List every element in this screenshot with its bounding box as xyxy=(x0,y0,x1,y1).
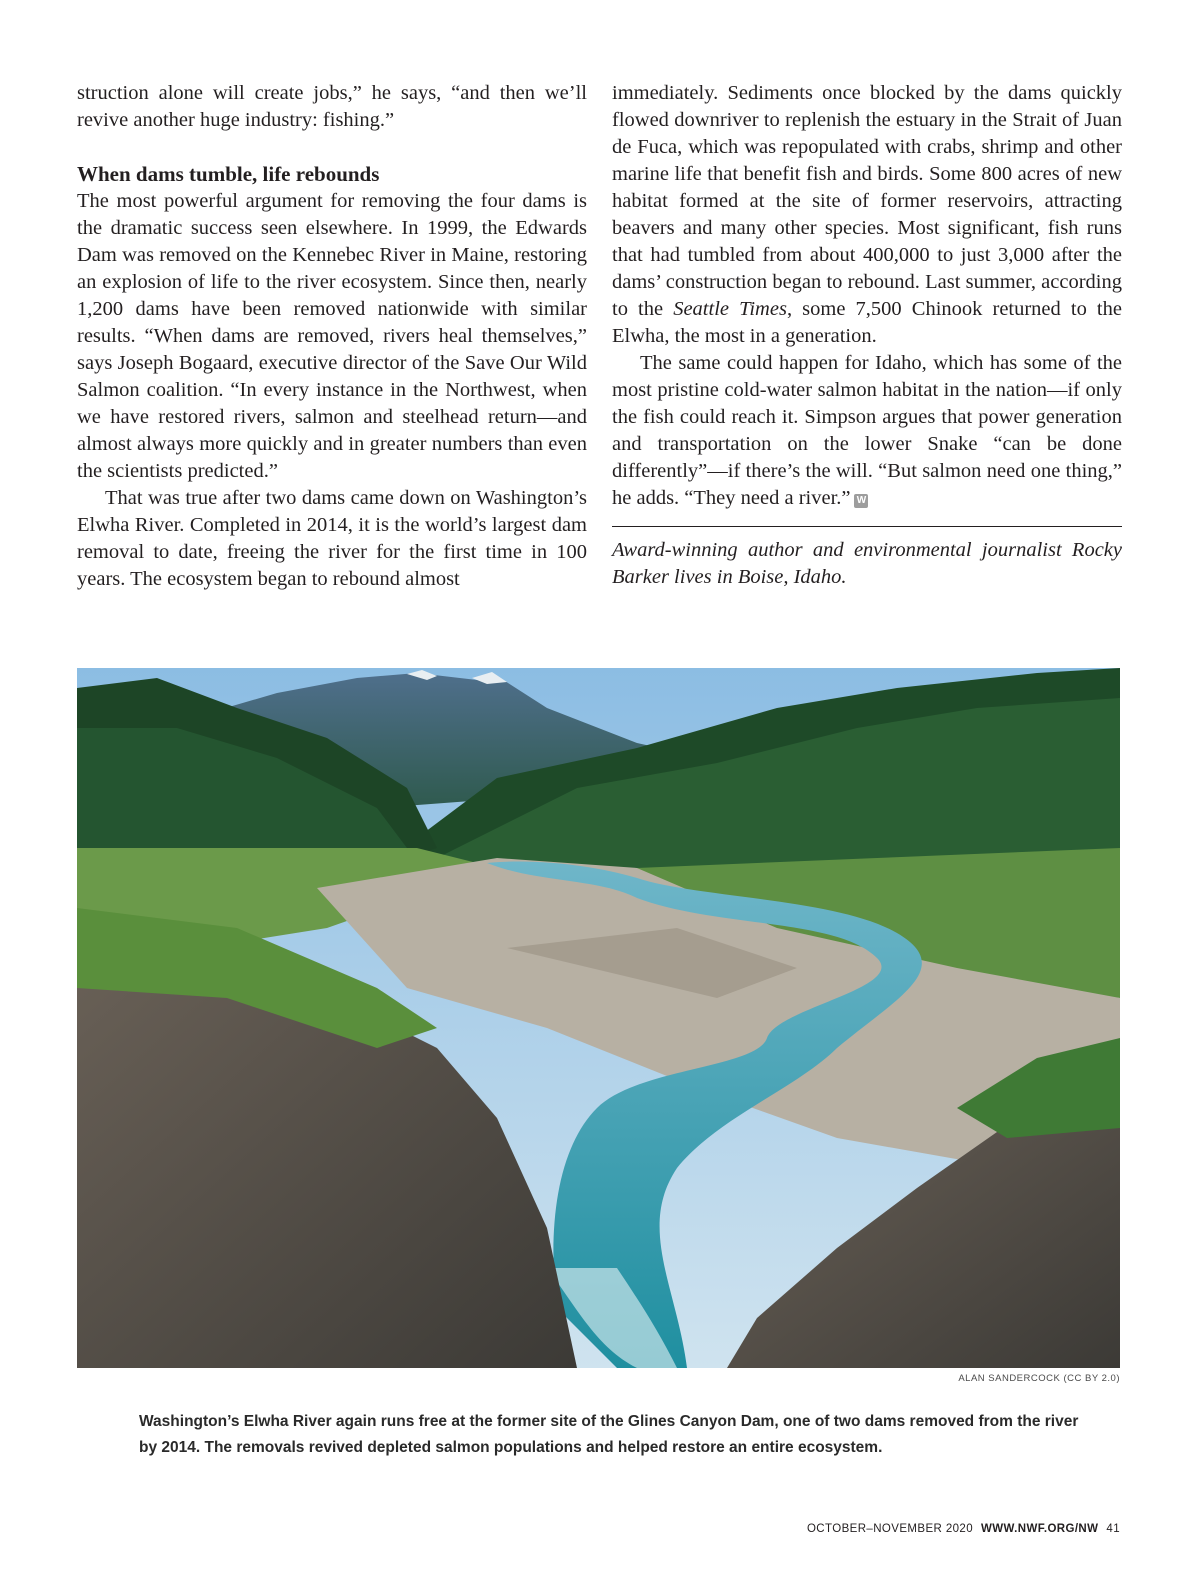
website-link[interactable]: WWW.NWF.ORG/NW xyxy=(981,1523,1099,1535)
paragraph xyxy=(612,350,1122,512)
divider xyxy=(612,526,1122,527)
text-run: immediately. Sediments once blocked by the dams quickly flowed downriver to replenish the estuary in the Strait of Juan de Fuca, which was repopulated with crabs, shrimp and other marine life that benefit fish and birds. Some 800 acres of new habitat formed at the site of former reservoirs, attracting beavers and many other species. Most significant, fish runs that had tumbled from about 400,000 to just 3,000 after the dams’ construction began to rebound. Last summer, according to the xyxy=(612,82,1122,320)
author-bio xyxy=(612,537,1122,591)
issue-date: OCTOBER–NOVEMBER 2020 xyxy=(806,1523,974,1535)
bio-text: Award-winning author and environmental journalist Rocky Barker lives in Boise xyxy=(612,539,1122,588)
text-run: , some 7,500 Chinook returned to the Elwha, the most in a generation. xyxy=(612,298,1122,347)
paragraph: That was true after two dams came down on Washington’s Elwha River. Completed in 2014, it is the world’s largest dam removal to date, freeing the river for the first time in 100 years. The ecosystem began to rebound almost xyxy=(77,487,587,590)
photo-caption: Washington’s Elwha River again runs free at the former site of the Glines Canyon Dam, one of two dams removed from the river by 2014. The removals revived depleted salmon populations and helped restore an entire ecosystem. xyxy=(139,1413,1079,1456)
river-photo xyxy=(77,668,1120,1368)
bio-separator: , xyxy=(783,566,794,588)
end-mark-icon: W xyxy=(854,494,868,508)
right-column xyxy=(612,80,1122,591)
paragraph-gap xyxy=(77,134,587,161)
section-heading: When dams tumble, life rebounds xyxy=(77,162,380,186)
page-number: 41 xyxy=(1106,1523,1120,1535)
paragraph xyxy=(612,80,1122,350)
photo-credit: ALAN SANDERCOCK (CC BY 2.0) xyxy=(958,1373,1120,1384)
paragraph: The most powerful argument for removing the four dams is the dramatic success seen elsewhere. In 1999, the Edwards Dam was removed on the Kennebec River in Maine, restoring an explosion of life to the river ecosystem. Since then, nearly 1,200 dams have been removed nationwide with similar results. “When dams are removed, rivers heal themselves,” says Joseph Bogaard, executive director of the Save Our Wild Salmon coalition. “In every instance in the Northwest, when we have restored rivers, salmon and steelhead return—and almost always more quickly and in greater numbers than even the scientists predicted.” xyxy=(77,190,587,482)
bio-state: Idaho. xyxy=(793,566,847,588)
left-column xyxy=(77,80,587,593)
page-footer xyxy=(807,1523,1120,1535)
publication-name: Seattle Times xyxy=(673,298,787,320)
text-run: The same could happen for Idaho, which has some of the most pristine cold-water salmon habitat in the nation—if only the fish could reach it. Simpson argues that power generation and transportation on the lower Snake “can be done differently”—if there’s the will. “But salmon need one thing,” he adds. “They need a river.” xyxy=(612,352,1122,509)
paragraph: struction alone will create jobs,” he says, “and then we’ll revive another huge industry: fishing.” xyxy=(77,82,587,131)
elwha-river-illustration xyxy=(77,668,1120,1368)
